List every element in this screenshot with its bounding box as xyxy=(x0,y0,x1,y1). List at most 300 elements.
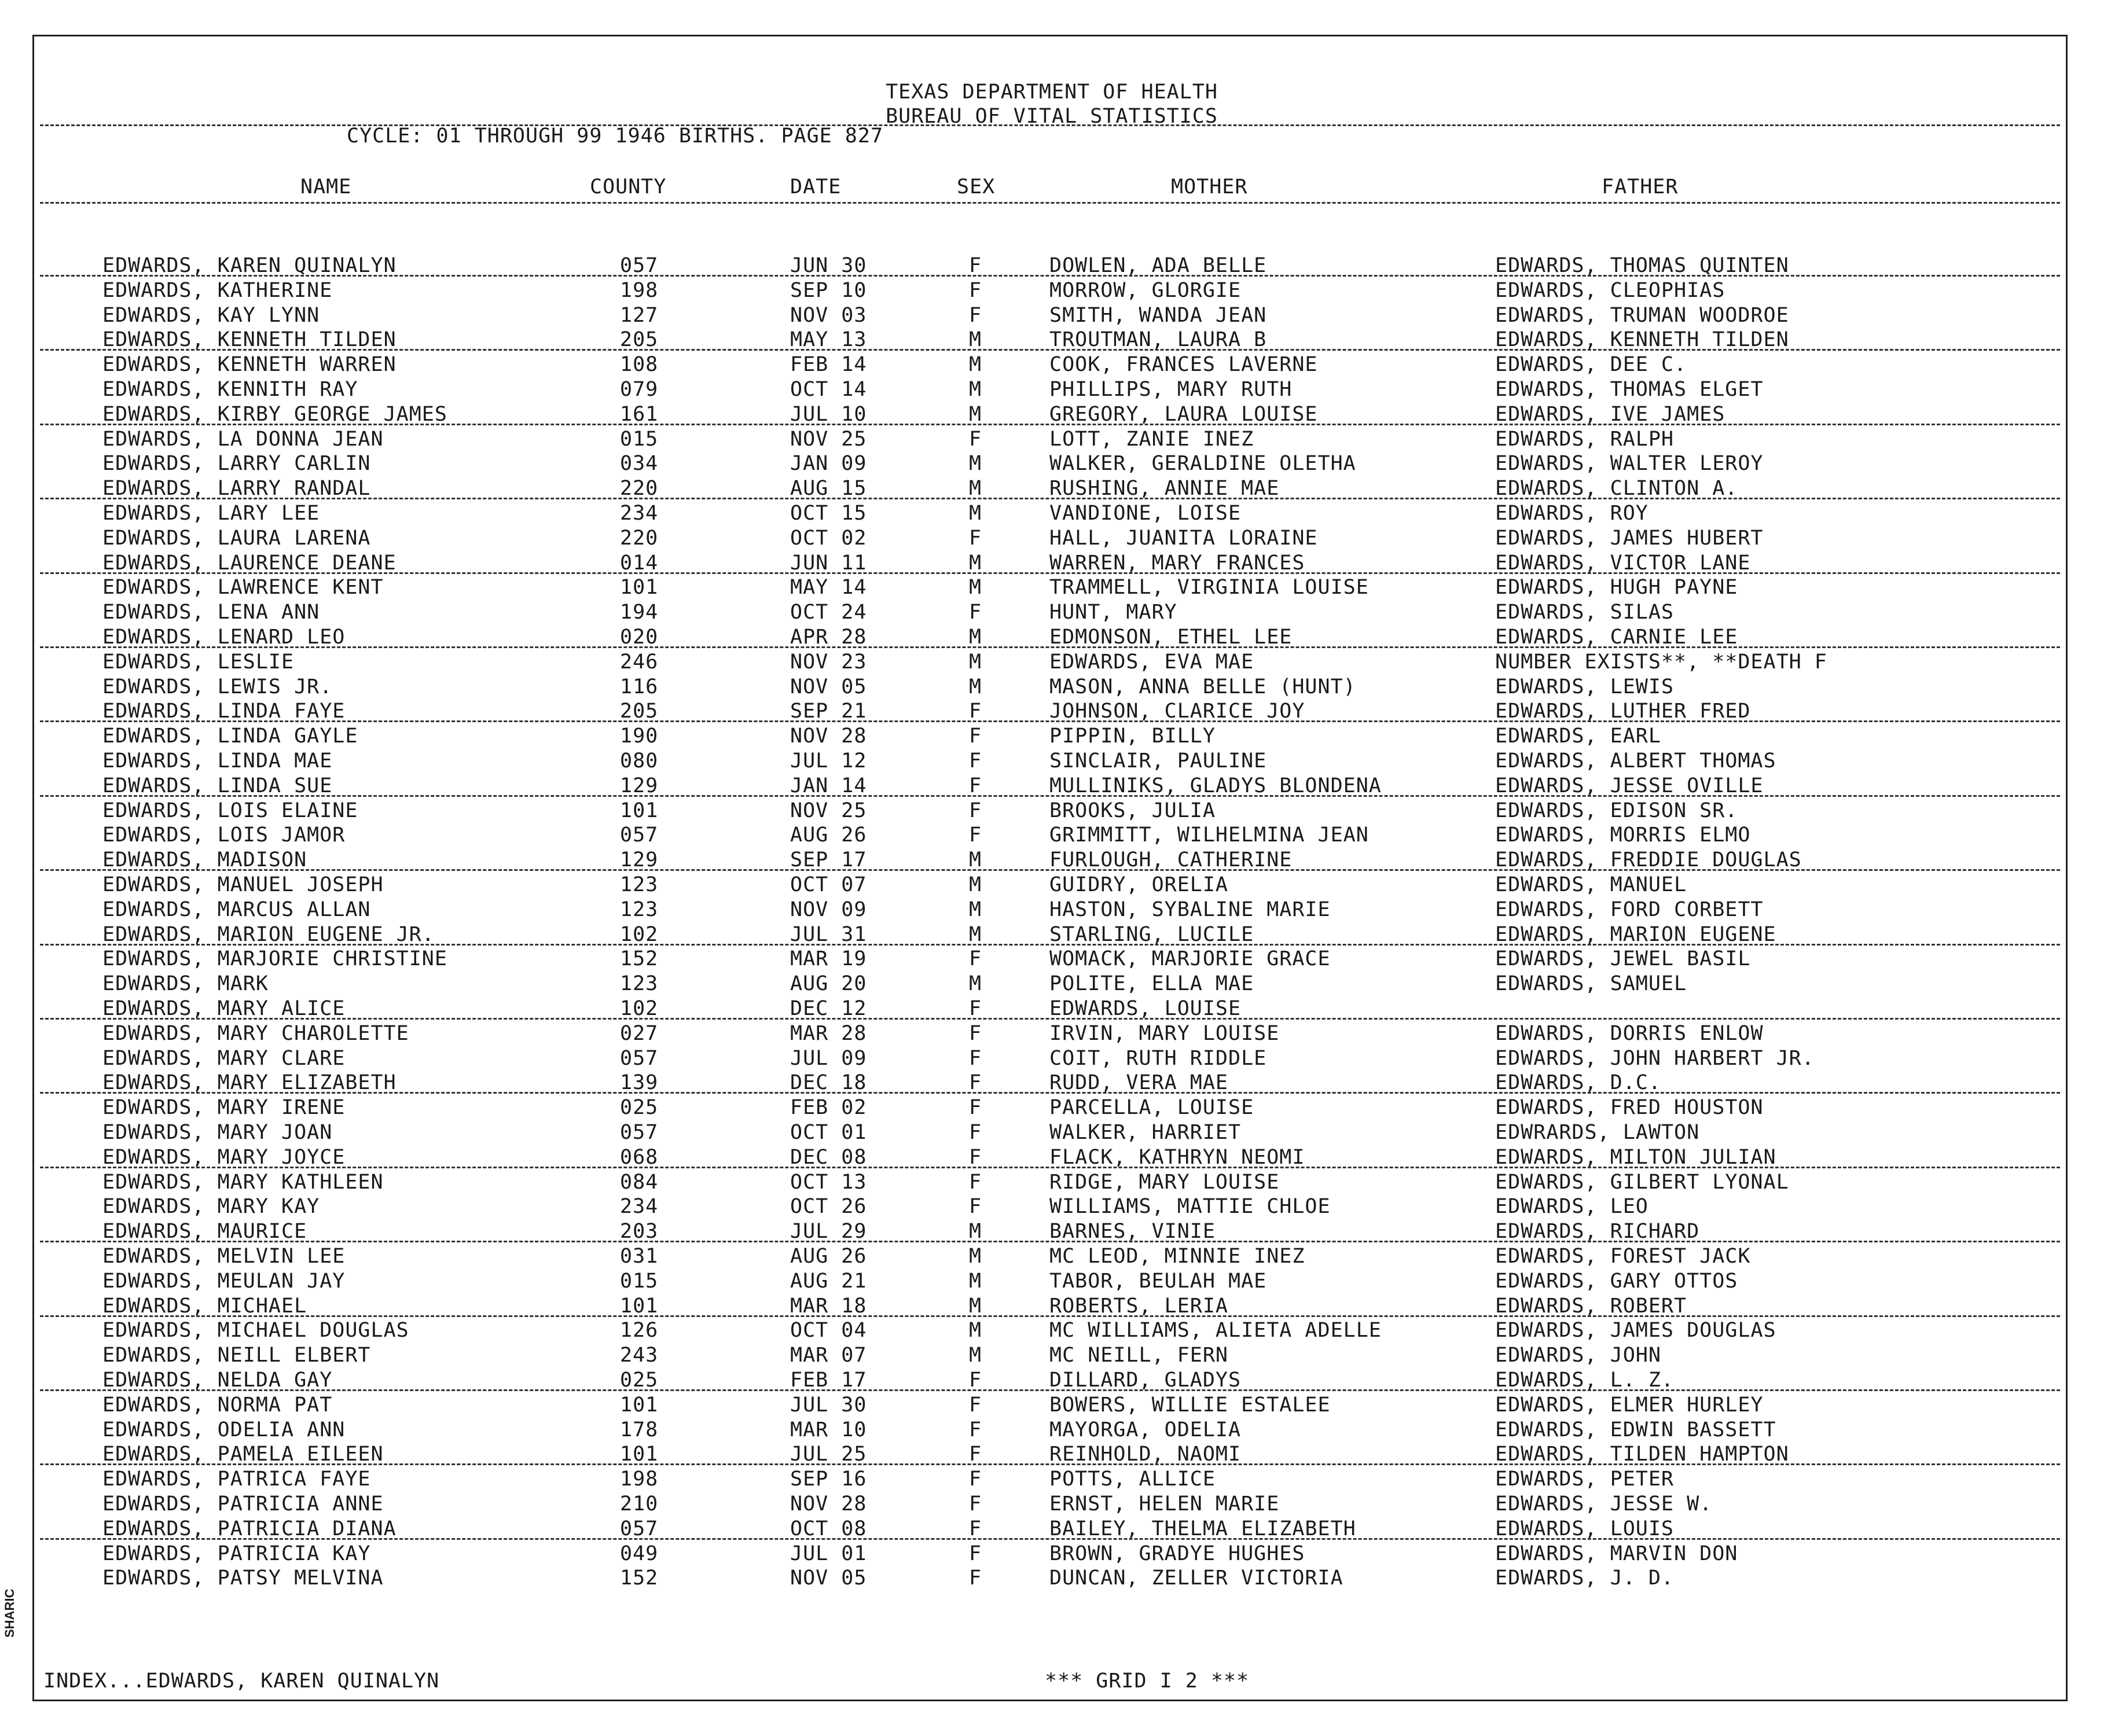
cell-father: EDWARDS, DORRIS ENLOW xyxy=(1495,1021,1764,1045)
cell-county: 101 xyxy=(620,1393,659,1417)
cell-date: JUL 10 xyxy=(790,402,867,426)
cell-father: EDWARDS, JOHN xyxy=(1495,1344,1661,1367)
cell-date: FEB 02 xyxy=(790,1096,867,1120)
cell-sex: F xyxy=(969,1492,982,1516)
cell-mother: BAILEY, THELMA ELIZABETH xyxy=(1049,1517,1356,1540)
cell-name: EDWARDS, KENNITH RAY xyxy=(102,378,358,401)
cell-name: EDWARDS, MANUEL JOSEPH xyxy=(102,873,384,896)
cell-name: EDWARDS, MAURICE xyxy=(102,1220,307,1244)
cell-mother: LOTT, ZANIE INEZ xyxy=(1049,427,1254,451)
table-row xyxy=(34,650,2069,675)
cell-county: 080 xyxy=(620,749,659,773)
cell-father: EDWARDS, LUTHER FRED xyxy=(1495,700,1751,723)
table-row xyxy=(34,1195,2069,1219)
cell-sex: F xyxy=(969,724,982,748)
cell-mother: PHILLIPS, MARY RUTH xyxy=(1049,378,1293,401)
cell-sex: F xyxy=(969,1369,982,1392)
cell-county: 194 xyxy=(620,601,659,624)
table-row xyxy=(34,428,2069,452)
cell-mother: HASTON, SYBALINE MARIE xyxy=(1049,898,1331,921)
cell-father: EDWARDS, RALPH xyxy=(1495,427,1675,451)
cell-mother: FLACK, KATHRYN NEOMI xyxy=(1049,1145,1305,1169)
cell-name: EDWARDS, MARY ALICE xyxy=(102,997,346,1020)
row-divider xyxy=(40,1315,2060,1317)
cell-name: EDWARDS, LINDA SUE xyxy=(102,774,333,797)
cell-father: EDWARDS, EDWIN BASSETT xyxy=(1495,1418,1776,1441)
table-row xyxy=(34,675,2069,700)
cell-date: JUL 12 xyxy=(790,749,867,773)
row-divider xyxy=(40,424,2060,425)
cell-mother: EDMONSON, ETHEL LEE xyxy=(1049,626,1293,649)
cell-mother: COIT, RUTH RIDDLE xyxy=(1049,1046,1267,1070)
cell-father: EDWARDS, CARNIE LEE xyxy=(1495,626,1738,649)
cell-county: 126 xyxy=(620,1319,659,1343)
cell-mother: FURLOUGH, CATHERINE xyxy=(1049,848,1293,872)
cell-date: NOV 05 xyxy=(790,1566,867,1590)
cell-name: EDWARDS, LAURENCE DEANE xyxy=(102,551,397,575)
cell-mother: TRAMMELL, VIRGINIA LOUISE xyxy=(1049,576,1369,599)
cell-name: EDWARDS, MARION EUGENE JR. xyxy=(102,922,435,946)
cell-mother: SINCLAIR, PAULINE xyxy=(1049,749,1267,773)
cell-county: 027 xyxy=(620,1021,659,1045)
cell-date: FEB 14 xyxy=(790,353,867,377)
cell-county: 102 xyxy=(620,922,659,946)
cell-father: EDWARDS, HUGH PAYNE xyxy=(1495,576,1738,599)
cell-mother: VANDIONE, LOISE xyxy=(1049,502,1242,525)
cell-county: 198 xyxy=(620,1467,659,1491)
cell-county: 015 xyxy=(620,427,659,451)
cell-name: EDWARDS, PATSY MELVINA xyxy=(102,1566,384,1590)
cell-date: NOV 25 xyxy=(790,427,867,451)
cell-sex: F xyxy=(969,799,982,822)
cell-mother: TABOR, BEULAH MAE xyxy=(1049,1269,1267,1293)
cell-sex: M xyxy=(969,972,982,996)
cell-name: EDWARDS, PATRICIA DIANA xyxy=(102,1517,397,1540)
cell-sex: F xyxy=(969,1170,982,1194)
cell-sex: M xyxy=(969,1245,982,1268)
cell-name: EDWARDS, PATRICIA ANNE xyxy=(102,1492,384,1516)
cell-county: 139 xyxy=(620,1071,659,1095)
cell-mother: MAYORGA, ODELIA xyxy=(1049,1418,1242,1441)
cell-county: 025 xyxy=(620,1096,659,1120)
cell-date: AUG 26 xyxy=(790,1245,867,1268)
table-row xyxy=(34,1542,2069,1566)
cell-mother: HALL, JUANITA LORAINE xyxy=(1049,526,1318,550)
cell-date: OCT 14 xyxy=(790,378,867,401)
cell-sex: M xyxy=(969,898,982,921)
row-divider xyxy=(40,349,2060,351)
cell-sex: M xyxy=(969,1294,982,1318)
cell-father: EDWARDS, FREDDIE DOUGLAS xyxy=(1495,848,1802,872)
cell-sex: F xyxy=(969,997,982,1020)
cell-name: EDWARDS, LA DONNA JEAN xyxy=(102,427,384,451)
cell-father: EDWARDS, SAMUEL xyxy=(1495,972,1687,996)
cell-county: 190 xyxy=(620,724,659,748)
table-row xyxy=(34,353,2069,377)
cell-father: EDWARDS, MORRIS ELMO xyxy=(1495,823,1751,847)
table-row xyxy=(34,823,2069,848)
cell-sex: F xyxy=(969,1195,982,1219)
cell-name: EDWARDS, MARY KAY xyxy=(102,1195,320,1219)
cell-date: JAN 14 xyxy=(790,774,867,797)
cell-sex: M xyxy=(969,675,982,698)
cell-mother: WOMACK, MARJORIE GRACE xyxy=(1049,947,1331,971)
cell-county: 203 xyxy=(620,1220,659,1244)
cell-sex: F xyxy=(969,1145,982,1169)
cell-father: EDWARDS, JEWEL BASIL xyxy=(1495,947,1751,971)
cell-mother: GUIDRY, ORELIA xyxy=(1049,873,1229,896)
cell-mother: MC LEOD, MINNIE INEZ xyxy=(1049,1245,1305,1268)
cell-mother: GREGORY, LAURA LOUISE xyxy=(1049,402,1318,426)
column-header-divider xyxy=(40,202,2060,204)
cell-county: 210 xyxy=(620,1492,659,1516)
cell-father: EDWARDS, FORD CORBETT xyxy=(1495,898,1764,921)
table-row xyxy=(34,1096,2069,1120)
cell-father: EDWARDS, MANUEL xyxy=(1495,873,1687,896)
cell-father: EDWARDS, EDISON SR. xyxy=(1495,799,1738,822)
cell-county: 246 xyxy=(620,650,659,674)
cell-county: 084 xyxy=(620,1170,659,1194)
cell-father: EDWARDS, MILTON JULIAN xyxy=(1495,1145,1776,1169)
cell-father: EDWARDS, ELMER HURLEY xyxy=(1495,1393,1764,1417)
cell-father: EDWARDS, LOUIS xyxy=(1495,1517,1675,1540)
cell-sex: F xyxy=(969,947,982,971)
cell-sex: F xyxy=(969,1418,982,1441)
cell-mother: REINHOLD, NAOMI xyxy=(1049,1443,1242,1466)
cell-sex: F xyxy=(969,601,982,624)
column-header-father: FATHER xyxy=(1602,175,1679,198)
grid-footer: *** GRID I 2 *** xyxy=(1045,1669,1250,1693)
cell-father: EDWARDS, CLINTON A. xyxy=(1495,477,1738,501)
cell-county: 034 xyxy=(620,452,659,476)
cell-date: OCT 01 xyxy=(790,1121,867,1144)
cell-sex: M xyxy=(969,576,982,599)
cell-father: EDWARDS, THOMAS QUINTEN xyxy=(1495,254,1789,277)
cell-sex: F xyxy=(969,749,982,773)
table-row xyxy=(34,1121,2069,1145)
cell-date: MAR 28 xyxy=(790,1021,867,1045)
table-row xyxy=(34,1270,2069,1294)
cell-name: EDWARDS, KATHERINE xyxy=(102,278,333,302)
cell-date: DEC 18 xyxy=(790,1071,867,1095)
cell-county: 108 xyxy=(620,353,659,377)
cell-date: OCT 13 xyxy=(790,1170,867,1194)
cell-name: EDWARDS, MARY ELIZABETH xyxy=(102,1071,397,1095)
row-divider xyxy=(40,572,2060,574)
cell-father: EDWRARDS, LAWTON xyxy=(1495,1121,1700,1144)
cell-mother: WARREN, MARY FRANCES xyxy=(1049,551,1305,575)
cell-mother: TROUTMAN, LAURA B xyxy=(1049,328,1267,352)
cell-sex: M xyxy=(969,873,982,896)
cell-name: EDWARDS, LINDA MAE xyxy=(102,749,333,773)
table-row xyxy=(34,576,2069,600)
table-row xyxy=(34,304,2069,328)
cell-date: APR 28 xyxy=(790,626,867,649)
cell-date: MAY 14 xyxy=(790,576,867,599)
row-divider xyxy=(40,498,2060,499)
cell-name: EDWARDS, LOIS JAMOR xyxy=(102,823,346,847)
column-header-name: NAME xyxy=(300,175,352,198)
table-row xyxy=(34,279,2069,303)
cell-date: NOV 25 xyxy=(790,799,867,822)
cell-sex: F xyxy=(969,1121,982,1144)
cell-name: EDWARDS, MARY CHAROLETTE xyxy=(102,1021,409,1045)
cell-mother: BROOKS, JULIA xyxy=(1049,799,1216,822)
cell-father: EDWARDS, D.C. xyxy=(1495,1071,1661,1095)
cell-name: EDWARDS, MEULAN JAY xyxy=(102,1269,346,1293)
cell-name: EDWARDS, PATRICA FAYE xyxy=(102,1467,371,1491)
cell-father: EDWARDS, VICTOR LANE xyxy=(1495,551,1751,575)
table-row xyxy=(34,1418,2069,1443)
cell-county: 079 xyxy=(620,378,659,401)
cell-county: 243 xyxy=(620,1344,659,1367)
cell-mother: ROBERTS, LERIA xyxy=(1049,1294,1229,1318)
cell-sex: F xyxy=(969,1046,982,1070)
cell-date: DEC 08 xyxy=(790,1145,867,1169)
cell-sex: M xyxy=(969,626,982,649)
cell-date: MAR 10 xyxy=(790,1418,867,1441)
table-row xyxy=(34,749,2069,774)
cell-mother: MASON, ANNA BELLE (HUNT) xyxy=(1049,675,1356,698)
cell-date: OCT 04 xyxy=(790,1319,867,1343)
cell-sex: F xyxy=(969,1071,982,1095)
cell-sex: M xyxy=(969,1344,982,1367)
cell-date: JUN 11 xyxy=(790,551,867,575)
table-row xyxy=(34,898,2069,922)
cell-sex: M xyxy=(969,353,982,377)
cell-county: 101 xyxy=(620,1294,659,1318)
cell-name: EDWARDS, MELVIN LEE xyxy=(102,1245,346,1268)
cell-mother: RUDD, VERA MAE xyxy=(1049,1071,1229,1095)
cell-name: EDWARDS, LAWRENCE KENT xyxy=(102,576,384,599)
cell-date: NOV 28 xyxy=(790,1492,867,1516)
cell-father: NUMBER EXISTS**, **DEATH F xyxy=(1495,650,1827,674)
cell-father: EDWARDS, IVE JAMES xyxy=(1495,402,1725,426)
cell-name: EDWARDS, MARK xyxy=(102,972,269,996)
cell-name: EDWARDS, PAMELA EILEEN xyxy=(102,1443,384,1466)
table-row xyxy=(34,799,2069,823)
cell-father: EDWARDS, WALTER LEROY xyxy=(1495,452,1764,476)
cell-county: 220 xyxy=(620,526,659,550)
cell-date: OCT 26 xyxy=(790,1195,867,1219)
cell-mother: MC WILLIAMS, ALIETA ADELLE xyxy=(1049,1319,1382,1343)
cell-sex: M xyxy=(969,650,982,674)
cell-father: EDWARDS, JAMES DOUGLAS xyxy=(1495,1319,1776,1343)
cell-county: 205 xyxy=(620,700,659,723)
cell-mother: JOHNSON, CLARICE JOY xyxy=(1049,700,1305,723)
cell-mother: GRIMMITT, WILHELMINA JEAN xyxy=(1049,823,1369,847)
cell-sex: F xyxy=(969,1566,982,1590)
cell-date: NOV 23 xyxy=(790,650,867,674)
cell-father: EDWARDS, MARION EUGENE xyxy=(1495,922,1776,946)
cell-father: EDWARDS, ALBERT THOMAS xyxy=(1495,749,1776,773)
cell-name: EDWARDS, LEWIS JR. xyxy=(102,675,333,698)
cell-sex: M xyxy=(969,922,982,946)
cell-mother: MC NEILL, FERN xyxy=(1049,1344,1229,1367)
cell-county: 220 xyxy=(620,477,659,501)
cell-date: AUG 20 xyxy=(790,972,867,996)
cell-date: MAR 07 xyxy=(790,1344,867,1367)
column-header-county: COUNTY xyxy=(590,175,667,198)
table-row xyxy=(34,1022,2069,1046)
cell-county: 161 xyxy=(620,402,659,426)
column-header-date: DATE xyxy=(790,175,842,198)
cell-date: JUL 30 xyxy=(790,1393,867,1417)
cell-mother: BARNES, VINIE xyxy=(1049,1220,1216,1244)
cell-mother: BOWERS, WILLIE ESTALEE xyxy=(1049,1393,1331,1417)
table-row xyxy=(34,724,2069,749)
cell-sex: F xyxy=(969,526,982,550)
table-row xyxy=(34,1047,2069,1071)
table-row xyxy=(34,1492,2069,1517)
cell-date: AUG 21 xyxy=(790,1269,867,1293)
cell-county: 234 xyxy=(620,502,659,525)
cell-sex: M xyxy=(969,402,982,426)
cell-name: EDWARDS, LESLIE xyxy=(102,650,295,674)
cell-county: 123 xyxy=(620,972,659,996)
cell-sex: F xyxy=(969,1542,982,1565)
cell-date: FEB 17 xyxy=(790,1369,867,1392)
table-row xyxy=(34,527,2069,551)
cell-sex: F xyxy=(969,254,982,277)
cell-county: 116 xyxy=(620,675,659,698)
cell-father: EDWARDS, LEO xyxy=(1495,1195,1649,1219)
cell-mother: BROWN, GRADYE HUGHES xyxy=(1049,1542,1305,1565)
cell-name: EDWARDS, LARRY CARLIN xyxy=(102,452,371,476)
table-row xyxy=(34,1171,2069,1195)
cell-sex: F xyxy=(969,1467,982,1491)
cell-mother: COOK, FRANCES LAVERNE xyxy=(1049,353,1318,377)
cell-mother: RUSHING, ANNIE MAE xyxy=(1049,477,1280,501)
cell-name: EDWARDS, LARRY RANDAL xyxy=(102,477,371,501)
header-divider xyxy=(40,124,2060,126)
cell-mother: HUNT, MARY xyxy=(1049,601,1177,624)
cell-date: NOV 03 xyxy=(790,303,867,327)
cell-name: EDWARDS, LARY LEE xyxy=(102,502,320,525)
cell-date: SEP 16 xyxy=(790,1467,867,1491)
cell-father: EDWARDS, GARY OTTOS xyxy=(1495,1269,1738,1293)
cell-sex: M xyxy=(969,1319,982,1343)
cell-county: 129 xyxy=(620,774,659,797)
cell-father: EDWARDS, CLEOPHIAS xyxy=(1495,278,1725,302)
table-row xyxy=(34,1566,2069,1591)
cell-county: 101 xyxy=(620,799,659,822)
cell-sex: F xyxy=(969,1443,982,1466)
cell-mother: EDWARDS, EVA MAE xyxy=(1049,650,1254,674)
cell-name: EDWARDS, LENARD LEO xyxy=(102,626,346,649)
cell-county: 020 xyxy=(620,626,659,649)
cell-name: EDWARDS, KIRBY GEORGE JAMES xyxy=(102,402,447,426)
cell-father: EDWARDS, SILAS xyxy=(1495,601,1675,624)
cell-name: EDWARDS, NEILL ELBERT xyxy=(102,1344,371,1367)
cell-county: 205 xyxy=(620,328,659,352)
cell-county: 178 xyxy=(620,1418,659,1441)
cell-date: DEC 12 xyxy=(790,997,867,1020)
cell-sex: F xyxy=(969,700,982,723)
cell-sex: F xyxy=(969,303,982,327)
cell-date: JAN 09 xyxy=(790,452,867,476)
cell-father: EDWARDS, LEWIS xyxy=(1495,675,1675,698)
cell-name: EDWARDS, KENNETH WARREN xyxy=(102,353,397,377)
table-row xyxy=(34,1245,2069,1269)
cell-mother: ERNST, HELEN MARIE xyxy=(1049,1492,1280,1516)
cell-father: EDWARDS, FRED HOUSTON xyxy=(1495,1096,1764,1120)
cell-county: 049 xyxy=(620,1542,659,1565)
table-row xyxy=(34,873,2069,898)
table-row xyxy=(34,601,2069,625)
cell-sex: F xyxy=(969,774,982,797)
table-row xyxy=(34,1344,2069,1368)
cell-date: JUN 30 xyxy=(790,254,867,277)
cell-date: AUG 15 xyxy=(790,477,867,501)
cell-name: EDWARDS, NELDA GAY xyxy=(102,1369,333,1392)
cell-father: EDWARDS, MARVIN DON xyxy=(1495,1542,1738,1565)
cell-name: EDWARDS, MICHAEL xyxy=(102,1294,307,1318)
cell-county: 057 xyxy=(620,823,659,847)
cell-county: 101 xyxy=(620,1443,659,1466)
row-divider xyxy=(40,869,2060,871)
cell-date: NOV 05 xyxy=(790,675,867,698)
table-row xyxy=(34,1467,2069,1492)
cell-father: EDWARDS, DEE C. xyxy=(1495,353,1687,377)
cell-mother: STARLING, LUCILE xyxy=(1049,922,1254,946)
cell-name: EDWARDS, MARY KATHLEEN xyxy=(102,1170,384,1194)
cell-mother: MULLINIKS, GLADYS BLONDENA xyxy=(1049,774,1382,797)
cell-mother: WALKER, HARRIET xyxy=(1049,1121,1242,1144)
cell-mother: DOWLEN, ADA BELLE xyxy=(1049,254,1267,277)
cell-sex: M xyxy=(969,477,982,501)
cell-name: EDWARDS, MARCUS ALLAN xyxy=(102,898,371,921)
row-divider xyxy=(40,1092,2060,1094)
cell-name: EDWARDS, KAREN QUINALYN xyxy=(102,254,397,277)
table-row xyxy=(34,452,2069,476)
index-footer: INDEX...EDWARDS, KAREN QUINALYN xyxy=(43,1669,440,1693)
document-page xyxy=(32,35,2068,1701)
cell-name: EDWARDS, MICHAEL DOUGLAS xyxy=(102,1319,409,1343)
cell-county: 068 xyxy=(620,1145,659,1169)
cell-name: EDWARDS, LOIS ELAINE xyxy=(102,799,358,822)
cell-father: EDWARDS, THOMAS ELGET xyxy=(1495,378,1764,401)
cell-sex: M xyxy=(969,848,982,872)
cell-mother: PARCELLA, LOUISE xyxy=(1049,1096,1254,1120)
cell-county: 015 xyxy=(620,1269,659,1293)
cell-name: EDWARDS, MARY JOAN xyxy=(102,1121,333,1144)
cell-county: 102 xyxy=(620,997,659,1020)
row-divider xyxy=(40,275,2060,277)
cell-name: EDWARDS, MARY CLARE xyxy=(102,1046,346,1070)
side-label: SHARIC xyxy=(2,1588,17,1638)
cell-name: EDWARDS, LAURA LARENA xyxy=(102,526,371,550)
cell-mother: SMITH, WANDA JEAN xyxy=(1049,303,1267,327)
row-divider xyxy=(40,795,2060,797)
cell-county: 152 xyxy=(620,1566,659,1590)
cell-sex: F xyxy=(969,1393,982,1417)
cell-date: SEP 21 xyxy=(790,700,867,723)
cell-county: 123 xyxy=(620,873,659,896)
bureau-title: BUREAU OF VITAL STATISTICS xyxy=(886,105,1218,128)
cell-mother: DILLARD, GLADYS xyxy=(1049,1369,1242,1392)
cell-mother: POLITE, ELLA MAE xyxy=(1049,972,1254,996)
row-divider xyxy=(40,1463,2060,1465)
cell-county: 198 xyxy=(620,278,659,302)
cell-name: EDWARDS, KAY LYNN xyxy=(102,303,320,327)
cell-name: EDWARDS, NORMA PAT xyxy=(102,1393,333,1417)
row-divider xyxy=(40,1018,2060,1020)
row-divider xyxy=(40,1241,2060,1242)
row-divider xyxy=(40,720,2060,722)
column-header-mother: MOTHER xyxy=(1171,175,1248,198)
cell-date: JUL 01 xyxy=(790,1542,867,1565)
